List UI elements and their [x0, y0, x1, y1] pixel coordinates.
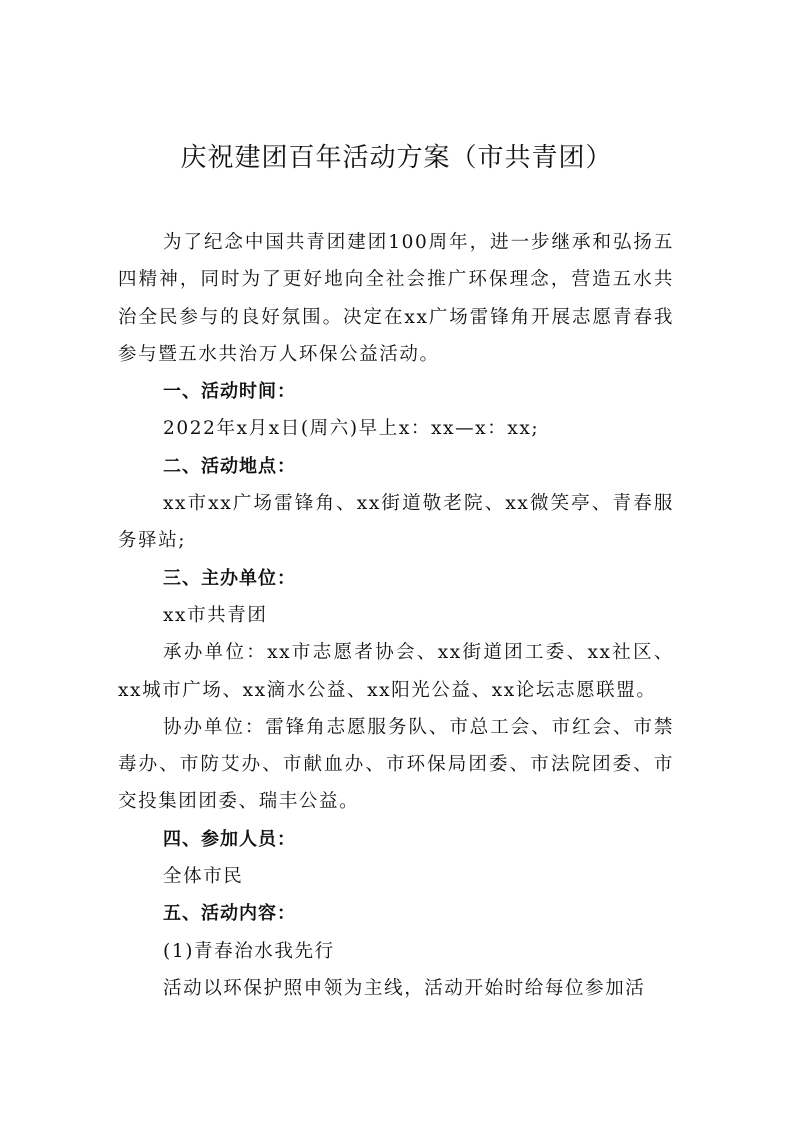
- document-body: [118, 224, 674, 1007]
- section-heading-location: 二、活动地点：: [163, 455, 296, 477]
- section-text-content-description: 活动以环保护照申领为主线，活动开始时给每位参加活: [163, 977, 646, 999]
- section-heading-organizer: 三、主办单位：: [163, 567, 296, 589]
- section-text-assisting-units: 协办单位：雷锋角志愿服务队、市总工会、市红会、市禁毒办、市防艾办、市献血办、市环保局团委、市法院团委、市交投集团团委、瑞丰公益。: [118, 716, 674, 813]
- page-title: 庆祝建团百年活动方案（市共青团）: [180, 143, 613, 173]
- section-text-content-item-1: (1)青春治水我先行: [163, 940, 335, 962]
- section-heading-participants: 四、参加人员：: [163, 828, 296, 850]
- intro-paragraph: 为了纪念中国共青团建团100周年，进一步继承和弘扬五四精神，同时为了更好地向全社会推广环保理念，营造五水共治全民参与的良好氛围。决定在xx广场雷锋角开展志愿青春我参与暨五水共治万人环保公益活动。: [118, 232, 674, 365]
- section-heading-time: 一、活动时间：: [163, 381, 296, 403]
- section-text-location: xx市xx广场雷锋角、xx街道敬老院、xx微笑亭、青春服务驿站;: [118, 493, 674, 552]
- section-text-organizer: xx市共青团: [163, 604, 268, 626]
- section-heading-content: 五、活动内容：: [163, 903, 296, 925]
- section-text-time: 2022年x月x日(周六)早上x：xx—x：xx;: [163, 418, 540, 440]
- section-text-co-organizer: 承办单位：xx市志愿者协会、xx街道团工委、xx社区、xx城市广场、xx滴水公益、xx阳光公益、xx论坛志愿联盟。: [118, 642, 674, 701]
- section-text-participants: 全体市民: [163, 866, 244, 888]
